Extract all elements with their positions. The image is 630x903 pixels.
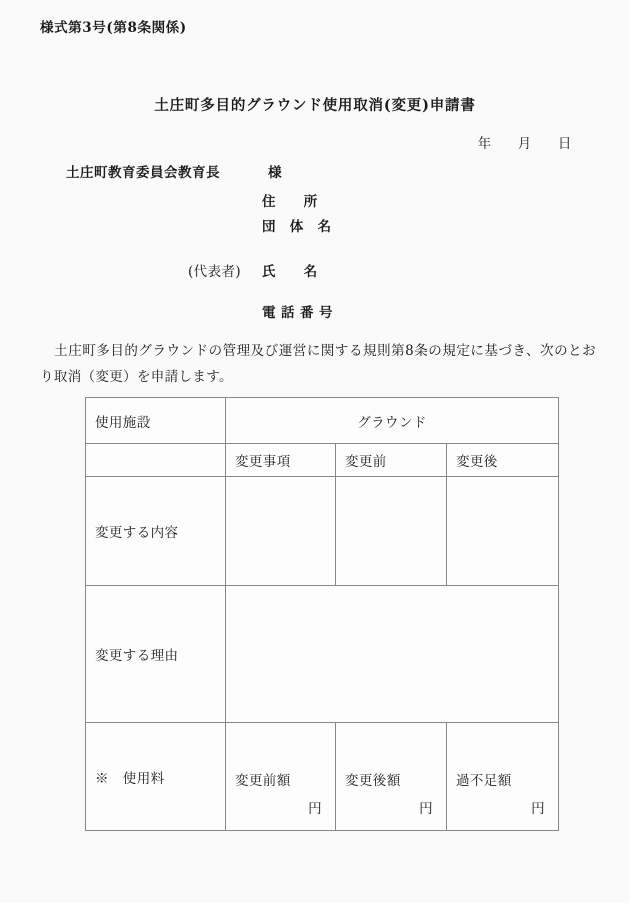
reason-input-cell[interactable]: [226, 586, 559, 723]
date-year-label: 年: [477, 136, 492, 152]
fee-label-cell: [86, 723, 226, 831]
applicant-row-organization: [0, 215, 630, 240]
change-header-after-cell: [447, 444, 559, 477]
table-row-change-reason: [86, 586, 559, 723]
currency-unit-difference: 円: [531, 801, 545, 817]
content-before-value: [336, 525, 446, 537]
fee-header-before: 変更前額: [235, 773, 291, 789]
content-after-value: [447, 525, 558, 537]
blank-corner-cell: [86, 444, 226, 477]
content-after-input-cell[interactable]: [447, 477, 559, 586]
table-row-change-headers: [86, 444, 559, 477]
content-before-input-cell[interactable]: [336, 477, 447, 586]
representative-note: (代表者): [188, 264, 242, 280]
applicant-row-address: [0, 190, 630, 215]
fee-header-difference: 過不足額: [456, 773, 512, 789]
fee-before-cell[interactable]: [226, 723, 336, 831]
applicant-block: [0, 190, 630, 319]
organization-label: 団 体 名: [262, 219, 332, 235]
change-header-item: 変更事項: [235, 454, 291, 470]
fee-difference-cell[interactable]: [447, 723, 559, 831]
content-item-input-cell[interactable]: [226, 477, 336, 586]
change-header-before-cell: [336, 444, 447, 477]
facility-label: 使用施設: [95, 414, 151, 431]
addressee: [66, 161, 282, 181]
fee-after-cell[interactable]: [336, 723, 447, 831]
address-label: 住 所: [262, 194, 318, 210]
applicant-row-phone: [0, 273, 630, 319]
addressee-honorific: 様: [268, 165, 282, 181]
addressee-recipient: 土庄町教育委員会教育長: [66, 165, 220, 181]
table-row-usage-fee: [86, 723, 559, 831]
table-row-change-content: [86, 477, 559, 586]
phone-label: 電 話 番 号: [262, 305, 333, 321]
facility-value-cell[interactable]: [226, 398, 559, 444]
fee-label: ※ 使用料: [95, 770, 165, 787]
date-line: [0, 132, 630, 152]
content-label: 変更する内容: [95, 525, 179, 541]
date-month-label: 月: [517, 136, 532, 152]
body-paragraph-line2: 取消（変更）を申請します。: [53, 369, 233, 385]
application-table: [85, 397, 559, 831]
facility-value: グラウンド: [357, 414, 427, 431]
page-title: 土庄町多目的グラウンド使用取消(変更)申請書: [154, 97, 476, 114]
content-label-cell: [86, 477, 226, 586]
change-header-after: 変更後: [456, 454, 498, 470]
reason-label: 変更する理由: [95, 648, 179, 664]
name-label: 氏 名: [262, 264, 318, 280]
currency-unit-before: 円: [308, 801, 322, 817]
date-day-label: 日: [557, 136, 572, 152]
table-row-facility: [86, 398, 559, 444]
content-item-value: [226, 525, 335, 537]
reason-value: [226, 648, 558, 660]
reason-label-cell: [86, 586, 226, 723]
fee-header-after: 変更後額: [345, 773, 401, 789]
applicant-row-name: [0, 240, 630, 280]
change-header-before: 変更前: [345, 454, 387, 470]
body-paragraph: [40, 338, 596, 390]
change-header-item-cell: [226, 444, 336, 477]
currency-unit-after: 円: [419, 801, 433, 817]
facility-label-cell: [86, 398, 226, 444]
form-number: 様式第3号(第8条関係): [40, 20, 187, 36]
body-paragraph-line1: 土庄町多目的グラウンドの管理及び運営に関する規則第8条の規定に基づき、次のとおり: [40, 343, 596, 385]
blank-corner-text: [86, 454, 225, 466]
